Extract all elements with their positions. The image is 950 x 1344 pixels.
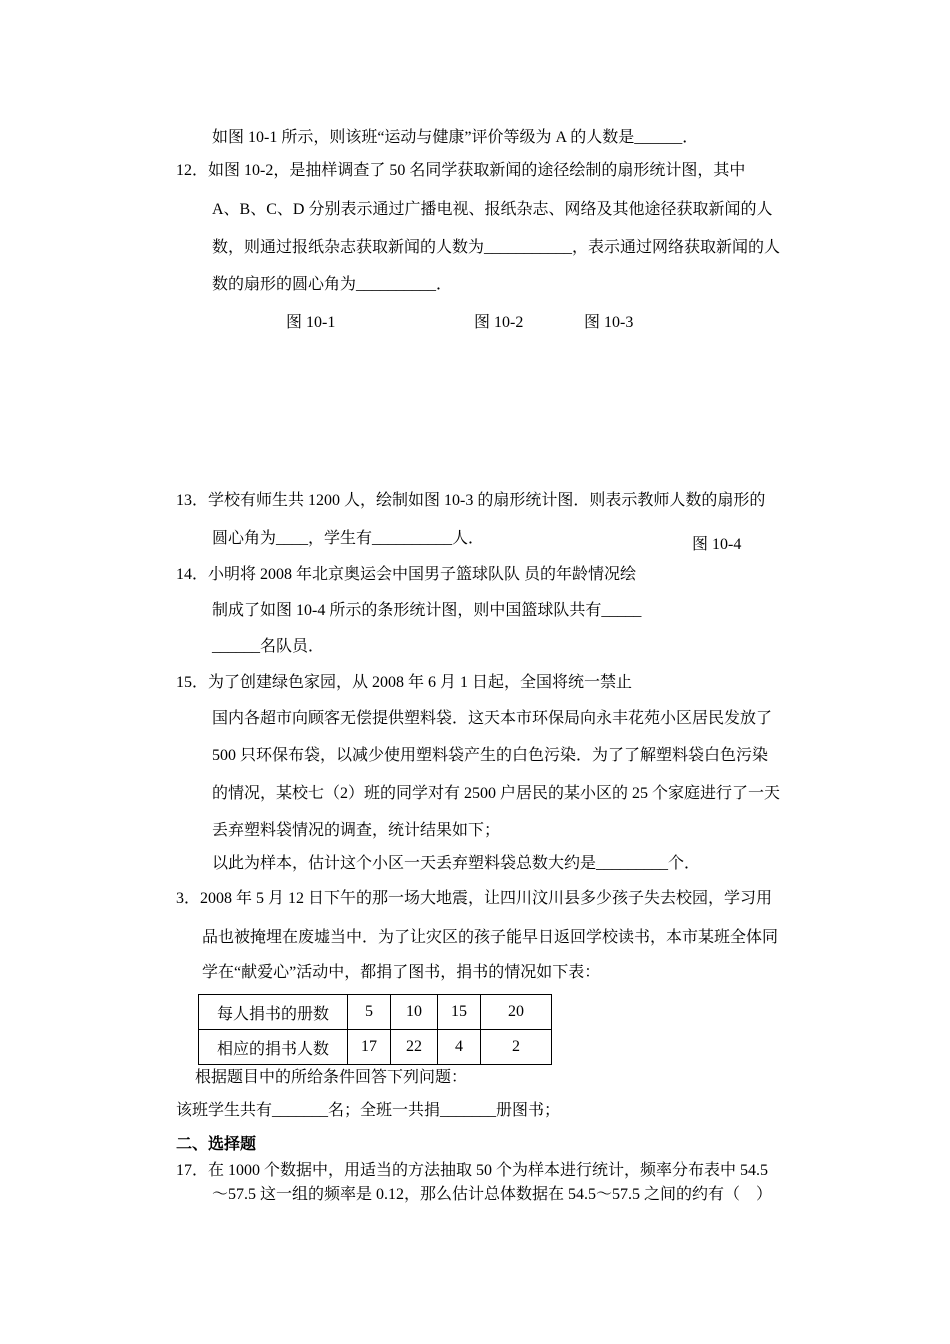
figure-caption-10-4: 图 10-4 <box>692 536 742 553</box>
table-cell: 20 <box>481 995 552 1030</box>
question-13: 13．学校有师生共 1200 人，绘制如图 10-3 的扇形统计图．则表示教师人数的扇形的 <box>176 492 766 509</box>
text-line: 学在“献爱心”活动中，都捐了图书，捐书的情况如下表： <box>202 964 601 981</box>
table-cell: 22 <box>391 1030 438 1065</box>
table-cell: 10 <box>391 995 438 1030</box>
text-line: 如图 10-1 所示，则该班“运动与健康”评价等级为 A 的人数是______． <box>212 129 699 146</box>
question-14: 14．小明将 2008 年北京奥运会中国男子篮球队队 员的年龄情况绘 <box>176 566 637 583</box>
text-line: 圆心角为____，学生有__________人． <box>212 530 485 547</box>
table-row-label: 相应的捐书人数 <box>199 1030 348 1065</box>
question-17: 17．在 1000 个数据中，用适当的方法抽取 50 个为样本进行统计，频率分布表中 54.5 <box>176 1162 769 1179</box>
text-line: 的情况，某校七（2）班的同学对有 2500 户居民的某小区的 25 个家庭进行了一天 <box>212 785 781 802</box>
text-line: 制成了如图 10-4 所示的条形统计图，则中国篮球队共有_____ <box>212 602 642 619</box>
question-12: 12．如图 10-2，是抽样调查了 50 名同学获取新闻的途径绘制的扇形统计图，其中 <box>176 162 746 179</box>
table-row <box>199 1030 552 1065</box>
table-cell: 4 <box>438 1030 481 1065</box>
table-row <box>199 995 552 1030</box>
figure-caption-10-2: 图 10-2 <box>474 314 524 331</box>
text-line: 500 只环保布袋，以减少使用塑料袋产生的白色污染．为了了解塑料袋白色污染 <box>212 747 769 764</box>
text-line: A、B、C、D 分别表示通过广播电视、报纸杂志、网络及其他途径获取新闻的人 <box>212 201 773 218</box>
text-line: 数的扇形的圆心角为__________． <box>212 276 453 293</box>
text-line: 数，则通过报纸杂志获取新闻的人数为___________，表示通过网络获取新闻的人 <box>212 239 781 256</box>
text-line: 以此为样本，估计这个小区一天丢弃塑料袋总数大约是_________个． <box>212 855 701 872</box>
text-line: 根据题目中的所给条件回答下列问题： <box>195 1069 468 1086</box>
figure-caption-10-1: 图 10-1 <box>286 314 336 331</box>
section-heading: 二、选择题 <box>176 1136 257 1153</box>
table-cell: 17 <box>348 1030 391 1065</box>
table-row-label: 每人捐书的册数 <box>199 995 348 1030</box>
donation-table <box>198 994 552 1065</box>
question-3: 3．2008 年 5 月 12 日下午的那一场大地震，让四川汶川县多少孩子失去校园，学习用 <box>176 890 773 907</box>
text-line: 国内各超市向顾客无偿提供塑料袋．这天本市环保局向永丰花苑小区居民发放了 <box>212 710 773 727</box>
table-cell: 5 <box>348 995 391 1030</box>
figure-caption-10-3: 图 10-3 <box>584 314 634 331</box>
text-line: 该班学生共有_______名；全班一共捐_______册图书； <box>176 1102 561 1119</box>
table-cell: 2 <box>481 1030 552 1065</box>
text-line: ～57.5 这一组的频率是 0.12，那么估计总体数据在 54.5～57.5 之间的约有（ ） <box>212 1186 773 1203</box>
table-cell: 15 <box>438 995 481 1030</box>
text-line: 品也被掩埋在废墟当中．为了让灾区的孩子能早日返回学校读书，本市某班全体同 <box>202 929 779 946</box>
text-line: 丢弃塑料袋情况的调查，统计结果如下； <box>212 822 501 839</box>
question-15: 15．为了创建绿色家园，从 2008 年 6 月 1 日起，全国将统一禁止 <box>176 674 633 691</box>
text-line: ______名队员． <box>212 638 325 655</box>
